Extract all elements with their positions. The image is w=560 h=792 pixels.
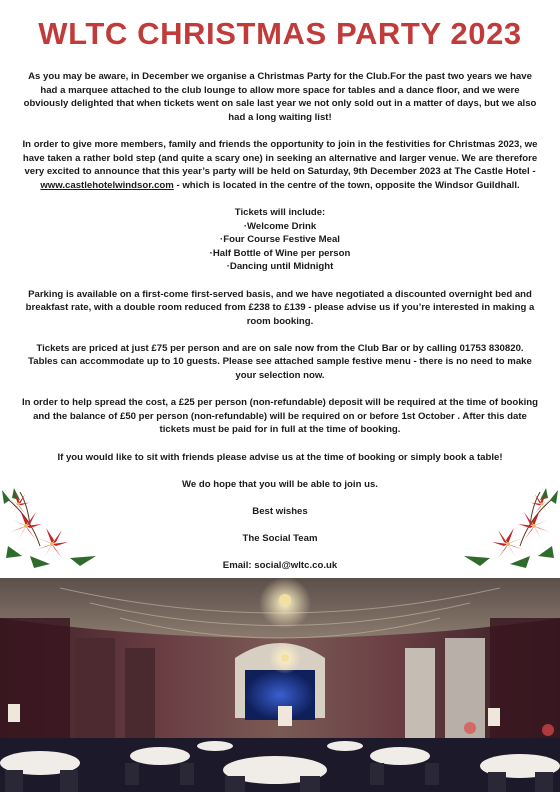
email-text: Email: social@wltc.co.uk	[222, 560, 338, 572]
price-paragraph: Tickets are priced at just £75 per person and are on sale now from the Club Bar or by calling 01753 830820. Tables can accommodate up to 10 guests. Please see attached sample festive menu - there is no need to make your selection now.	[28, 342, 532, 382]
signature-text: The Social Team	[242, 533, 318, 545]
venue-text-start: In order to give more members, family and friends the opportunity to join in the festivities for Christmas 2023, we have taken a rather bold step (and quite a scary one) in seeking an alternative and larger venue. We are therefore very excited to announce that this year’s party will be held on Saturday, 9th December 2023 at The Castle Hotel -	[22, 138, 538, 178]
poinsettia-left-icon	[0, 486, 112, 572]
intro-paragraph: As you may be aware, in December we organise a Christmas Party for the Club.For the past two years we have had a marquee attached to the club lounge to allow more space for tables and a dance floor, and we were obviously delighted that when tickets went on sale last year we not only sold out in a matter of days, but we also had a long waiting list!	[23, 71, 537, 123]
ballroom-photo	[0, 578, 560, 792]
deposit-paragraph: In order to help spread the cost, a £25 per person (non-refundable) deposit will be required at the time of booking and the balance of £50 per person (non-refundable) will be required on or before 1st October . After this date tickets must be paid for in full at the time of booking.	[22, 397, 538, 436]
seating-paragraph: If you would like to sit with friends please advise us at the time of booking or simply book a table!	[57, 451, 503, 463]
list-item: · Four Course Festive Meal	[22, 233, 538, 247]
tickets-list	[22, 220, 538, 274]
closing-text: Best wishes	[252, 506, 308, 517]
list-item: · Dancing until Midnight	[22, 260, 538, 274]
list-item: · Welcome Drink	[22, 220, 538, 234]
venue-paragraph	[22, 138, 538, 192]
tickets-heading: Tickets will include:	[234, 206, 326, 218]
venue-text-end: - which is located in the centre of the town, opposite the Windsor Guildhall.	[173, 179, 520, 191]
hope-paragraph: We do hope that you will be able to join us.	[182, 478, 378, 490]
poinsettia-right-icon	[448, 486, 560, 572]
parking-paragraph: Parking is available on a first-come first-served basis, and we have negotiated a discounted overnight bed and breakfast rate, with a double room reduced from £238 to £139 - please advise us if you’re interested in making a room booking.	[25, 288, 535, 327]
list-item: · Half Bottle of Wine per person	[22, 247, 538, 261]
hotel-website-link[interactable]: www.castlehotelwindsor.com	[40, 179, 174, 191]
page-title: WLTC CHRISTMAS PARTY 2023	[38, 16, 522, 51]
